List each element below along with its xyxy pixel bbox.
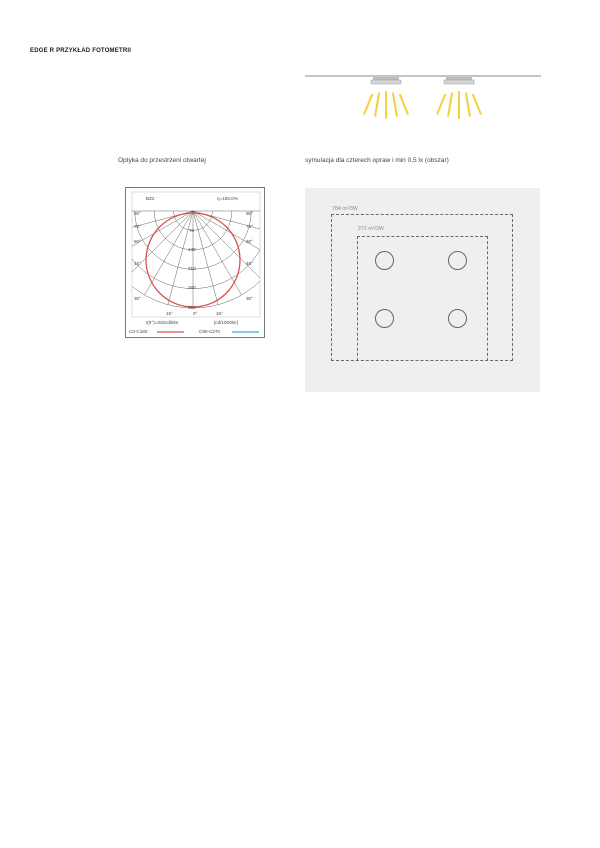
angle-labels-bottom (166, 311, 223, 316)
light-ray (473, 95, 481, 114)
luminaire-circle (448, 251, 467, 270)
angle-right-60: 60° (246, 239, 253, 244)
angle-bottom-0: 0° (193, 311, 198, 316)
chart-efficiency: η=100.0% (217, 196, 238, 201)
radial-value-labels (188, 228, 196, 310)
caption-simulation: symulacja dla czterech opraw i min 0,5 lx (obszar) (305, 157, 449, 164)
luminaire-left (371, 77, 401, 84)
angle-left-45: 45° (134, 261, 141, 266)
simulation-panel (305, 188, 540, 392)
i0-label: I(0°)=332cd/klm (146, 320, 179, 325)
radial-70: 70 (189, 228, 195, 233)
radial-350: 350 (188, 305, 196, 310)
angle-left-90: 90° (134, 211, 141, 216)
luminaire-circle (375, 251, 394, 270)
luminaire-circle (375, 309, 394, 328)
luminaire-right (444, 77, 474, 84)
light-ray (400, 95, 408, 114)
polar-spoke (126, 211, 193, 260)
inner-area-label: 272 m²/3W (358, 226, 384, 232)
radial-210: 210 (188, 266, 196, 271)
angle-right-90: 90° (246, 211, 253, 216)
radial-140: 140 (188, 247, 196, 252)
light-ray (437, 95, 445, 114)
legend-c90-label: C90-C270 (199, 329, 220, 334)
angle-right-30: 30° (246, 296, 253, 301)
polar-ring (126, 211, 266, 308)
angle-labels-right (246, 211, 253, 301)
polar-chart (125, 187, 265, 338)
light-ray (466, 93, 470, 116)
polar-spoke (193, 211, 218, 305)
angle-bottom-15-left: 15° (166, 311, 173, 316)
light-ray (393, 93, 397, 116)
unit-label: [cd/1000lm] (214, 320, 238, 325)
angle-right-45: 45° (246, 261, 253, 266)
fixture-illustration (305, 68, 541, 128)
angle-labels-left (134, 211, 141, 301)
radial-280: 280 (188, 285, 196, 290)
angle-bottom-15-right: 15° (216, 311, 223, 316)
polar-chart-svg (126, 188, 266, 339)
light-rays (364, 92, 480, 118)
light-ray (448, 93, 452, 116)
angle-left-60: 60° (134, 239, 141, 244)
outer-area-label: 784 m²/3W (332, 206, 358, 212)
polar-spoke (168, 211, 193, 305)
light-ray (375, 93, 379, 116)
polar-spoke (193, 211, 262, 280)
page-title: EDGE R PRZYKŁAD FOTOMETRII (30, 48, 132, 54)
angle-left-30: 30° (134, 296, 141, 301)
chart-code: BZ2 (146, 196, 155, 201)
angle-left-75: 75° (134, 224, 141, 229)
caption-optics: Optyka do przestrzeni otwartej (118, 157, 206, 164)
angle-right-75: 75° (246, 224, 253, 229)
light-ray (364, 95, 372, 114)
luminaire-circle (448, 309, 467, 328)
legend-c0-label: C0-C180 (129, 329, 148, 334)
